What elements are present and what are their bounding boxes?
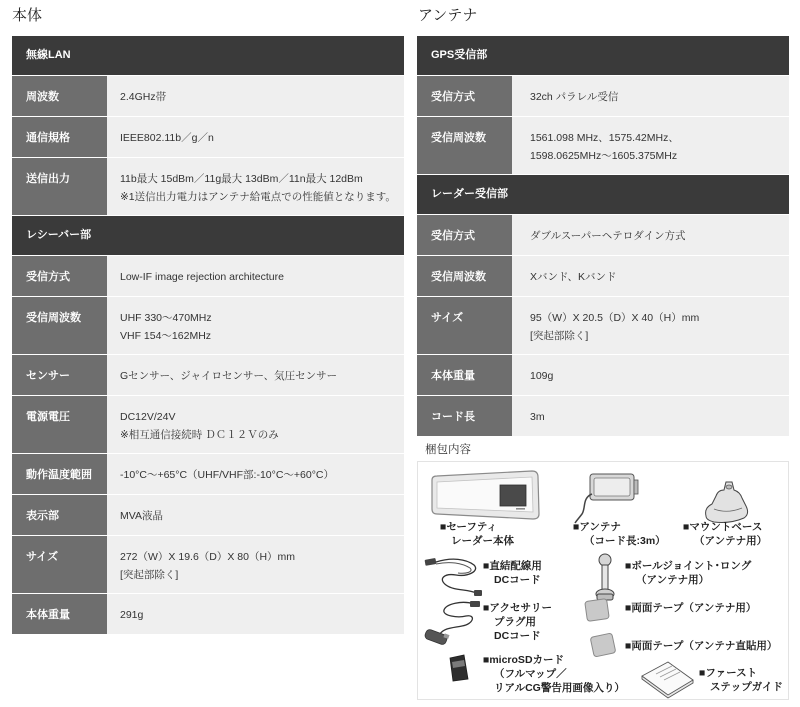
section-header-wireless-lan: 無線LAN	[12, 36, 404, 76]
spec-row-weight	[12, 594, 404, 635]
spec-value-note: ※1送信出力電力はアンテナ給電点での性能値となります。	[120, 191, 396, 203]
spec-value-line: ダブルスーパーヘテロダイン方式	[530, 230, 686, 242]
spec-row-radar-reception-frequency	[417, 256, 789, 297]
mount-base-icon	[700, 478, 752, 524]
spec-value-line: 272（W）X 19.6（D）X 80（H）mm	[120, 551, 296, 563]
guide-booklet-icon	[638, 658, 696, 700]
package-item-line: ■アンテナ	[573, 521, 621, 533]
section-header-gps-receiver: GPS受信部	[417, 36, 789, 76]
package-item-antenna	[573, 520, 666, 548]
package-contents-title: 梱包内容	[425, 444, 471, 456]
radar-unit-icon	[428, 468, 542, 522]
spec-value-line: -10°C〜+65°C（UHF/VHF部:-10°C〜+60°C）	[120, 469, 335, 481]
spec-row-antenna-weight	[417, 355, 789, 396]
package-item-line: （コード長:3m）	[584, 535, 666, 547]
package-item-line: DCコード	[494, 574, 541, 586]
spec-value	[107, 495, 404, 535]
package-item-line: レーダー本体	[451, 535, 514, 547]
package-item-line: ■microSDカード	[483, 654, 565, 666]
spec-label: 周波数	[12, 76, 107, 116]
spec-value	[512, 396, 789, 436]
package-item-line: ■セーフティ	[440, 521, 498, 533]
spec-label: 受信方式	[417, 76, 512, 116]
section-header-receiver: レシーバー部	[12, 216, 404, 256]
spec-row-display	[12, 495, 404, 536]
package-item-line: プラグ用	[494, 616, 536, 628]
spec-value-line: 3m	[530, 411, 545, 423]
spec-label: コード長	[417, 396, 512, 436]
spec-row-size	[12, 536, 404, 594]
package-item-line: （アンテナ用）	[694, 535, 768, 547]
spec-value	[107, 594, 404, 634]
spec-value-line: 95（W）X 20.5（D）X 40（H）mm	[530, 312, 700, 324]
package-item-dc-cord	[483, 559, 542, 587]
package-item-line: ■両面テープ（アンテナ用）	[625, 602, 757, 614]
spec-value	[512, 76, 789, 116]
antenna-icon	[572, 468, 642, 524]
spec-value	[107, 117, 404, 157]
package-item-line: リアルCG警告用画像入り）	[494, 682, 625, 694]
package-item-line: （アンテナ用）	[636, 574, 710, 586]
package-item-line: ■ファースト	[699, 667, 758, 679]
spec-value	[107, 536, 404, 593]
spec-row-tx-power	[12, 158, 404, 216]
spec-value-line: 1561.098 MHz、1575.42MHz、	[530, 132, 679, 144]
spec-value-line: 32ch パラレル受信	[530, 91, 619, 103]
spec-value-line: 109g	[530, 370, 554, 382]
spec-value-line: Xバンド、Kバンド	[530, 271, 617, 283]
dc-cord-icon	[422, 552, 484, 598]
spec-label: サイズ	[417, 297, 512, 354]
package-item-tape-antenna	[625, 601, 756, 615]
spec-value	[107, 256, 404, 296]
spec-value-line: DC12V/24V	[120, 411, 176, 423]
spec-label: サイズ	[12, 536, 107, 593]
spec-label: 受信周波数	[417, 256, 512, 296]
spec-value-note: [突起部除く]	[120, 569, 179, 581]
package-item-accessory-plug-cord	[483, 601, 552, 643]
spec-value	[107, 297, 404, 354]
package-item-line: DCコード	[494, 630, 541, 642]
spec-value-line: Low-IF image rejection architecture	[120, 271, 284, 283]
spec-label: 受信周波数	[417, 117, 512, 174]
package-item-ball-joint	[625, 559, 751, 587]
body-spec-table	[12, 36, 404, 635]
package-item-tape-direct	[625, 639, 777, 653]
spec-label: 本体重量	[417, 355, 512, 395]
spec-row-standard	[12, 117, 404, 158]
package-item-line: ■ボールジョイント･ロング	[625, 560, 752, 572]
spec-label: 受信周波数	[12, 297, 107, 354]
spec-row-gps-reception-method	[417, 76, 789, 117]
spec-value-line: VHF 154〜162MHz	[120, 330, 212, 342]
spec-value	[107, 396, 404, 453]
antenna-spec-heading: アンテナ	[418, 7, 478, 24]
spec-label: 受信方式	[12, 256, 107, 296]
spec-value-line: UHF 330〜470MHz	[120, 312, 212, 324]
accessory-plug-cord-icon	[422, 598, 484, 650]
spec-label: 送信出力	[12, 158, 107, 215]
spec-label: 電源電圧	[12, 396, 107, 453]
section-header-radar-receiver: レーダー受信部	[417, 175, 789, 215]
spec-row-reception-frequency	[12, 297, 404, 355]
spec-value-line: 291g	[120, 609, 144, 621]
spec-label: 本体重量	[12, 594, 107, 634]
spec-label: 動作温度範囲	[12, 454, 107, 494]
spec-value-note: [突起部除く]	[530, 330, 589, 342]
spec-row-power-voltage	[12, 396, 404, 454]
spec-value-line: IEEE802.11b／g／n	[120, 132, 214, 144]
spec-value-line: Gセンサー、ジャイロセンサー、気圧センサー	[120, 370, 338, 382]
body-spec-heading: 本体	[12, 7, 43, 24]
spec-row-reception-method	[12, 256, 404, 297]
package-item-line: ■両面テープ（アンテナ直貼用）	[625, 640, 778, 652]
spec-label: 表示部	[12, 495, 107, 535]
spec-value	[107, 454, 404, 494]
package-item-line: ■アクセサリー	[483, 602, 553, 614]
package-item-line: ステップガイド	[710, 681, 783, 693]
spec-value-line: 2.4GHz帯	[120, 91, 167, 103]
package-item-line: ■直結配線用	[483, 560, 542, 572]
spec-row-gps-reception-frequency	[417, 117, 789, 175]
microsd-card-icon	[444, 653, 472, 683]
spec-value	[512, 256, 789, 296]
spec-row-cord-length	[417, 396, 789, 437]
spec-label: センサー	[12, 355, 107, 395]
package-item-radar-unit	[440, 520, 514, 548]
spec-row-antenna-size	[417, 297, 789, 355]
package-item-first-step-guide	[699, 666, 783, 694]
spec-value	[512, 117, 789, 174]
package-item-line: （フルマップ／	[494, 668, 567, 680]
spec-value	[512, 297, 789, 354]
package-item-mount-base	[683, 520, 767, 548]
package-item-line: ■マウントベース	[683, 521, 763, 533]
spec-value	[107, 76, 404, 116]
spec-value	[107, 158, 404, 215]
spec-value-line: 11b最大 15dBm／11g最大 13dBm／11n最大 12dBm	[120, 173, 363, 185]
spec-label: 受信方式	[417, 215, 512, 255]
spec-value	[512, 355, 789, 395]
package-item-microsd-card	[483, 653, 625, 695]
spec-label: 通信規格	[12, 117, 107, 157]
spec-row-frequency	[12, 76, 404, 117]
spec-value-note: ※相互通信接続時 ＤＣ１２Ｖのみ	[120, 429, 279, 441]
spec-value	[107, 355, 404, 395]
spec-value-line: MVA液晶	[120, 510, 163, 522]
spec-value	[512, 215, 789, 255]
spec-row-operating-temperature	[12, 454, 404, 495]
spec-value-line: 1598.0625MHz〜1605.375MHz	[530, 150, 678, 162]
antenna-spec-table	[417, 36, 789, 437]
spec-row-radar-reception-method	[417, 215, 789, 256]
spec-row-sensor	[12, 355, 404, 396]
tape-icon	[582, 596, 612, 624]
